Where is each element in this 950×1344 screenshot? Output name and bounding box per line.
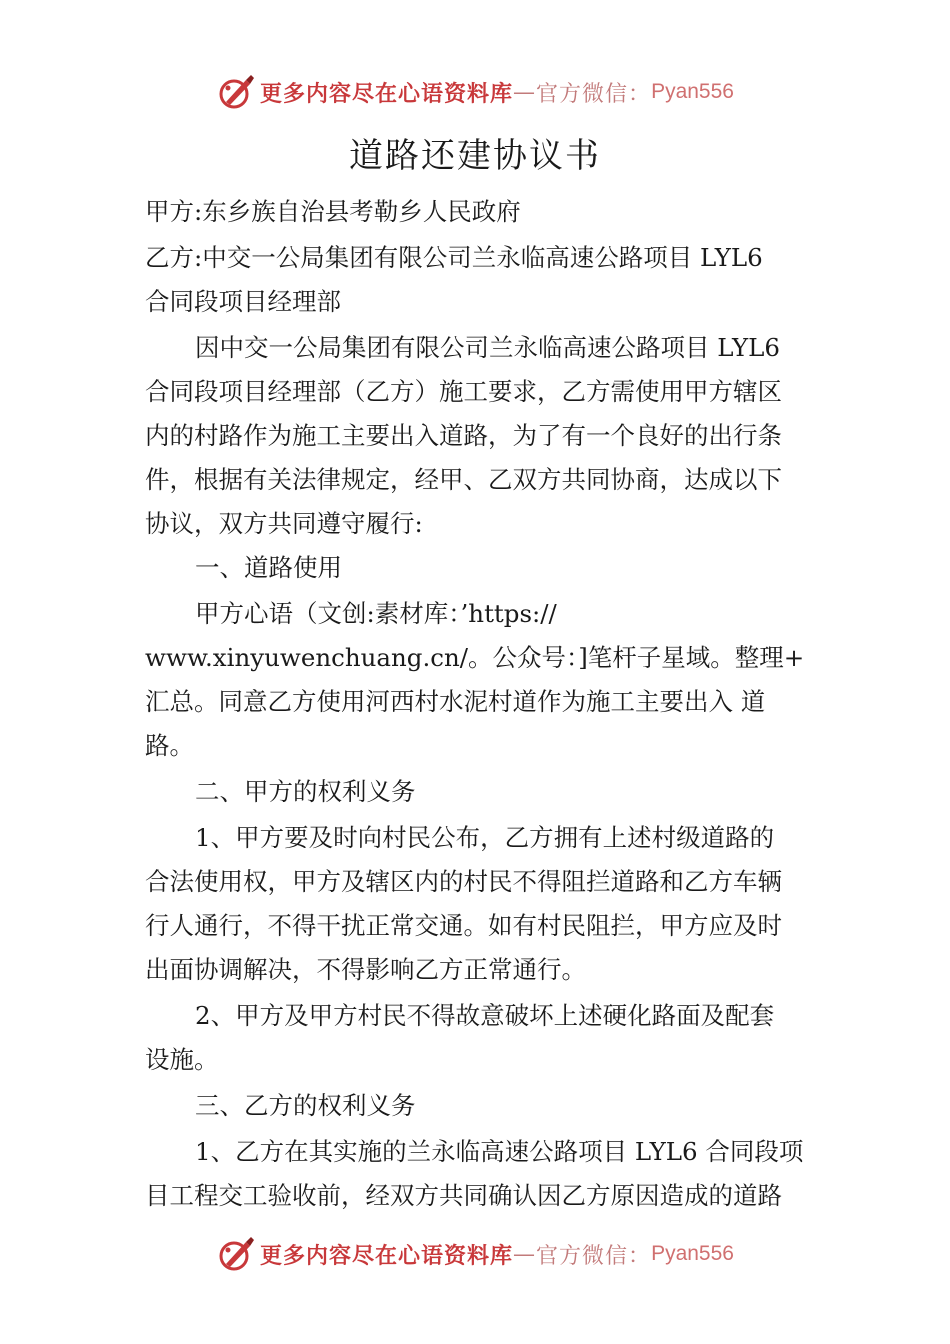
paragraph-line: 汇总。同意乙方使用河西村水泥村道作为施工主要出入 道	[145, 687, 766, 716]
paragraph-line: 出面协调解决，不得影响乙方正常通行。	[145, 955, 586, 984]
paragraph-line: 甲方心语（文创:素材库：’https://	[195, 599, 557, 628]
paragraph-line: 因中交一公局集团有限公司兰永临高速公路项目 LYL6	[195, 333, 781, 362]
party-a-line: 甲方:东乡族自治县考勒乡人民政府	[145, 197, 521, 226]
paragraph-line: 路。	[145, 731, 194, 760]
paragraph-line: www.xinyuwenchuang.cn/。公众号：]笔杆子星域。整理+	[145, 643, 805, 672]
banner-dash: —	[513, 1241, 537, 1267]
pen-logo-icon	[216, 1234, 256, 1274]
section-heading: 一、道路使用	[195, 553, 342, 582]
banner-grey-text: 官方微信：	[536, 1243, 652, 1269]
document-body	[145, 190, 813, 1218]
paragraph-line: 内的村路作为施工主要出入道路，为了有一个良好的出行条	[145, 421, 782, 450]
paragraph-line: 1、甲方要及时向村民公布，乙方拥有上述村级道路的	[195, 823, 775, 852]
paragraph-line: 目工程交工验收前，经双方共同确认因乙方原因造成的道路	[145, 1181, 782, 1210]
paragraph-line: 合法使用权，甲方及辖区内的村民不得阻拦道路和乙方车辆	[145, 867, 782, 896]
section-heading: 二、甲方的权利义务	[195, 777, 416, 806]
document-title: 道路还建协议书	[349, 136, 601, 176]
paragraph-line: 件，根据有关法律规定，经甲、乙双方共同协商，达成以下	[145, 465, 782, 494]
paragraph-line: 合同段项目经理部（乙方）施工要求，乙方需使用甲方辖区	[145, 377, 782, 406]
banner-dash: —	[513, 79, 537, 105]
banner-grey-text: 官方微信：	[536, 81, 652, 107]
pen-logo-icon	[216, 72, 256, 112]
banner-wechat-id: Pyan556	[651, 80, 734, 103]
paragraph-line: 行人通行，不得干扰正常交通。如有村民阻拦，甲方应及时	[145, 911, 782, 940]
paragraph-line: 1、乙方在其实施的兰永临高速公路项目 LYL6 合同段项	[195, 1137, 804, 1166]
party-b-line-cont: 合同段项目经理部	[145, 287, 341, 316]
paragraph-line: 设施。	[145, 1045, 219, 1074]
banner-red-text: 更多内容尽在心语资料库	[260, 1242, 514, 1269]
banner-wechat-id: Pyan556	[651, 1242, 734, 1265]
paragraph-line: 2、甲方及甲方村民不得故意破坏上述硬化路面及配套	[195, 1001, 775, 1030]
paragraph-line: 协议，双方共同遵守履行:	[145, 509, 423, 538]
section-heading: 三、乙方的权利义务	[195, 1091, 416, 1120]
party-b-line: 乙方:中交一公局集团有限公司兰永临高速公路项目 LYL6	[145, 243, 763, 272]
banner-red-text: 更多内容尽在心语资料库	[260, 80, 514, 107]
watermark-banner-bottom	[0, 1232, 950, 1276]
watermark-banner-top	[0, 70, 950, 114]
